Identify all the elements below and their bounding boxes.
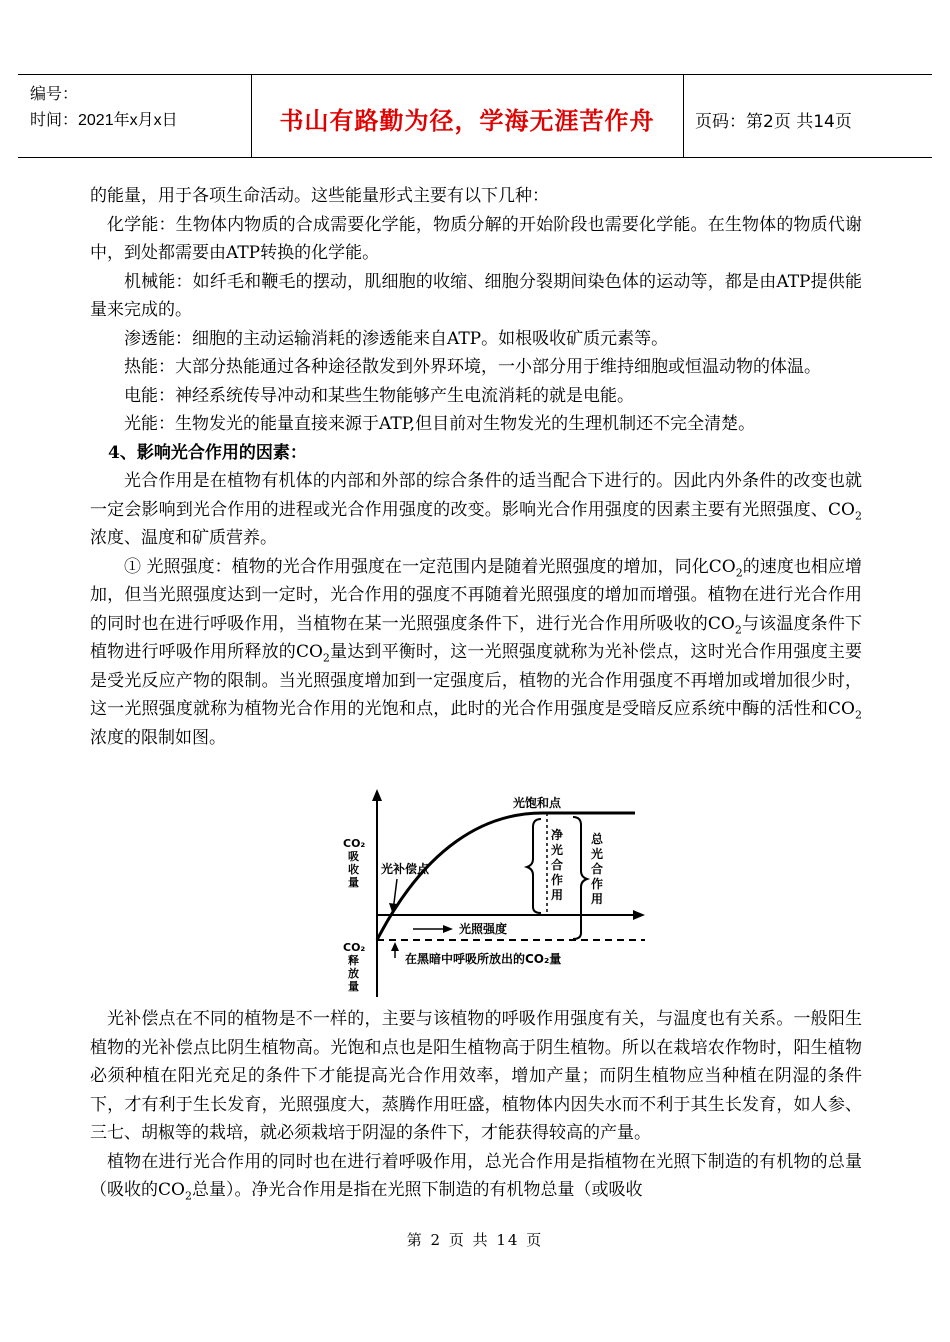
page-header bbox=[18, 74, 932, 158]
net-label-3: 作 bbox=[551, 873, 564, 887]
total-label bbox=[591, 831, 604, 906]
net-label-4: 用 bbox=[551, 888, 564, 902]
photosynthesis-light-curve-figure bbox=[335, 787, 655, 1005]
header-meta-cell bbox=[18, 75, 252, 157]
dark-arrowhead bbox=[391, 942, 399, 951]
number-label: 编号： bbox=[30, 86, 79, 103]
y-bottom-label-2: 放 bbox=[348, 967, 359, 980]
y-bottom-label-3: 量 bbox=[348, 980, 359, 993]
y-top-label-1: 吸 bbox=[348, 850, 359, 863]
net-label bbox=[551, 827, 564, 902]
total-label-4: 用 bbox=[591, 892, 604, 906]
paragraph-mechanical: 机械能：如纤毛和鞭毛的摆动，肌细胞的收缩、细胞分裂期间染色体的运动等，都是由ATP提供能量来完成的。 bbox=[90, 271, 862, 320]
x-axis-arrow bbox=[633, 910, 645, 920]
time-label: 时间：2021年x月x日 bbox=[30, 112, 178, 129]
x-label-arrowhead bbox=[443, 925, 453, 933]
dark-label: 在黑暗中呼吸所放出的CO₂量 bbox=[405, 952, 562, 966]
net-label-0: 净 bbox=[551, 828, 564, 842]
section-heading: 4、影响光合作用的因素： bbox=[108, 442, 307, 463]
y-top-label-0: CO₂ bbox=[343, 837, 366, 850]
paragraph-thermal: 热能：大部分热能通过各种途径散发到外界环境，一小部分用于维持细胞或恒温动物的体温。 bbox=[124, 357, 821, 377]
paragraph-light: 光能：生物发光的能量直接来源于ATP,但目前对生物发光的生理机制还不完全清楚。 bbox=[124, 414, 756, 434]
saturation-label: 光饱和点 bbox=[513, 796, 562, 810]
body-text bbox=[90, 182, 862, 752]
total-label-0: 总 bbox=[591, 832, 604, 846]
y-bottom-label-0: CO₂ bbox=[343, 941, 366, 954]
net-label-2: 合 bbox=[551, 858, 564, 872]
total-label-3: 作 bbox=[591, 877, 604, 891]
page-footer: 第 2 页 共 14 页 bbox=[406, 1231, 544, 1249]
net-label-1: 光 bbox=[551, 843, 564, 857]
paragraph-net-total: 植物在进行光合作用的同时也在进行着呼吸作用，总光合作用是指植物在光照下制造的有机物的总量（吸收的$CO_2$总量）。净光合作用是指在光照下制造的有机物总量（或吸收 bbox=[90, 1151, 862, 1203]
header-motto-cell bbox=[251, 75, 684, 157]
page-label: 页码：第2页 共14页 bbox=[695, 112, 852, 132]
paragraph: 的能量，用于各项生命活动。这些能量形式主要有以下几种： bbox=[90, 186, 549, 206]
total-label-1: 光 bbox=[591, 847, 604, 861]
paragraph-light-intensity: ① 光照强度：植物的光合作用强度在一定范围内是随着光照强度的增加，同化$CO_2$的速度也相应增加，但当光照强度达到一定时，光合作用的强度不再随着光照强度的增加而增强。植物在进行光合作用的同时也在进行呼吸作用，当植物在某一光照强度条件下，进行光合作用所吸收的$CO_2$与该温度条件下植物进行呼吸作用所释放的$CO_2$量达到平衡时，这一光照强度就称为光补偿点，这时光合作用强度主要是受光反应产物的限制。当光照强度增加到一定强度后，植物的光合作用强度不再增加或增加很少时，这一光照强度就称为植物光合作用的光饱和点，此时的光合作用强度是受暗反应系统中酶的活性和$CO_2$浓度的限制如图。 bbox=[90, 556, 863, 748]
paragraph-compensation: 光补偿点在不同的植物是不一样的，主要与该植物的呼吸作用强度有关，与温度也有关系。一般阳生植物的光补偿点比阴生植物高。光饱和点也是阳生植物高于阴生植物。所以在栽培农作物时，阳生植物必须种植在阳光充足的条件下才能提高光合作用效率，增加产量；而阴生植物应当种植在阴湿的条件下，才有利于生长发育，光照强度大，蒸腾作用旺盛，植物体内因失水而不利于其生长发育，如人参、三七、胡椒等的栽培，就必须栽培于阴湿的条件下，才能获得较高的产量。 bbox=[90, 1009, 862, 1143]
total-label-2: 合 bbox=[591, 862, 604, 876]
y-bottom-label-1: 释 bbox=[348, 954, 359, 967]
paragraph-factors: 光合作用是在植物有机体的内部和外部的综合条件的适当配合下进行的。因此内外条件的改变也就一定会影响到光合作用的进程或光合作用强度的改变。影响光合作用强度的因素主要有光照强度、$CO_2$浓度、温度和矿质营养。 bbox=[90, 471, 862, 548]
compensation-label: 光补偿点 bbox=[381, 862, 430, 876]
y-top-label-3: 量 bbox=[348, 876, 359, 889]
header-page-cell bbox=[683, 75, 932, 157]
motto: 书山有路勤为径，学海无涯苦作舟 bbox=[279, 107, 655, 135]
paragraph-osmotic: 渗透能：细胞的主动运输消耗的渗透能来自ATP。如根吸收矿质元素等。 bbox=[124, 328, 669, 349]
y-top-label-2: 收 bbox=[348, 863, 359, 876]
paragraph-chemical: 化学能：生物体内物质的合成需要化学能，物质分解的开始阶段也需要化学能。在生物体的物质代谢中，到处都需要由ATP转换的化学能。 bbox=[90, 214, 862, 263]
body-text-continued bbox=[90, 1005, 862, 1205]
y-axis-arrow bbox=[372, 789, 382, 801]
paragraph-electric: 电能：神经系统传导冲动和某些生物能够产生电流消耗的就是电能。 bbox=[124, 385, 634, 406]
net-brace bbox=[527, 819, 541, 913]
total-brace bbox=[573, 817, 587, 939]
x-axis-label: 光照强度 bbox=[459, 922, 508, 936]
